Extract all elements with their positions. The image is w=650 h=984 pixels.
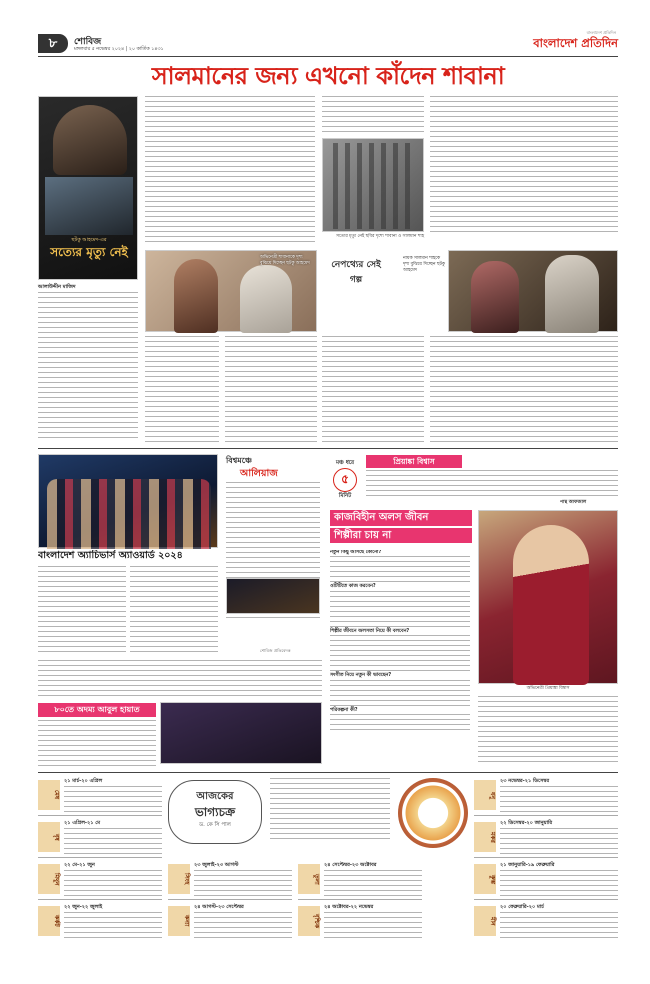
sign-text-aries — [64, 786, 162, 814]
shabana-caption: অভিনেত্রী শাবানাকে দৃশ্য বুঝিয়ে দিচ্ছেন ছটকু আহমেদ — [260, 255, 310, 266]
film-still-bars — [333, 143, 415, 229]
masthead-tagline: বাংলাদেশ প্রতিদিন — [586, 30, 616, 35]
priyanka-photo — [478, 510, 618, 684]
sign-label-virgo: কন্যা — [168, 906, 190, 936]
horoscope-author: ড. কে সি পাল — [199, 821, 231, 828]
horoscope-divider — [38, 772, 618, 773]
main-headline: সালমানের জন্য এখনো কাঁদেন শাবানা — [151, 62, 505, 90]
sign-label-libra: তুলা — [298, 864, 320, 894]
priyanka-headline-line2: শিল্পীরা চায় না — [330, 528, 472, 544]
photo-person-salman — [471, 261, 519, 333]
horoscope-title-line2: ভাগ্যচক্র — [194, 804, 236, 819]
sign-card-aries — [38, 776, 162, 816]
achievers-group-photo — [38, 454, 218, 548]
sign-label-aquarius: কুম্ভ — [474, 864, 496, 894]
qa-question: পরিকল্পনা কী? — [330, 707, 358, 713]
byline: আলাউদ্দীন মাজিদ — [38, 284, 76, 290]
qa-question: সংগীত নিয়ে নতুন কী ভাবছেন? — [330, 673, 392, 679]
sign-range-gemini: ২২ মে-২১ জুন — [64, 862, 95, 868]
abul-hayat-stage-photo — [160, 702, 322, 764]
page-number-badge: ৮ — [38, 34, 68, 53]
sign-card-sagittarius — [474, 776, 618, 816]
priyanka-qa-column — [330, 550, 470, 766]
qa-question: শিল্পীর জীবনে অলসতা নিয়ে কী বলবেন? — [330, 628, 410, 634]
sign-label-aries: মেষ — [38, 780, 60, 810]
achievers-title: বাংলাদেশ অ্যাচিভার্স অ্যাওয়ার্ড ২০২৪ — [38, 550, 183, 561]
world-stage-kicker: বিশ্বমঞ্চে — [226, 456, 252, 465]
sign-text-aquarius — [500, 870, 618, 898]
date-line: মঙ্গলবার ৫ নভেম্বর ২০২৪ | ২০ কার্তিক ১৪৩১ — [74, 47, 164, 52]
movie-poster — [38, 96, 138, 280]
priyanka-byline: পান্থ আফজাল — [560, 500, 587, 505]
sign-label-cancer: কর্কট — [38, 906, 60, 936]
salman-director-photo — [448, 250, 618, 332]
body-column-2 — [145, 96, 315, 244]
sign-text-taurus — [64, 828, 162, 856]
qa-question: নতুন কিছু আসছে কোনো? — [330, 550, 382, 555]
sign-card-scorpio — [298, 902, 422, 942]
sign-card-pisces — [474, 902, 618, 942]
body-column-6 — [225, 336, 317, 442]
inset-label-box — [326, 258, 386, 314]
sign-card-taurus — [38, 818, 162, 858]
horoscope-section — [38, 776, 618, 944]
poster-title: সত্যের মৃত্যু নেই — [50, 245, 128, 259]
world-stage-name: আলিয়াজ — [240, 468, 278, 479]
sign-label-taurus: বৃষ — [38, 822, 60, 852]
sign-range-pisces: ২০ ফেব্রুয়ারি-২০ মার্চ — [500, 904, 544, 910]
sign-text-scorpio — [324, 912, 422, 940]
zodiac-wheel-icon — [398, 778, 468, 848]
poster-figure-top — [53, 105, 127, 175]
film-still-caption: সত্যের মৃত্যু নেই ছবির দৃশ্যে শাবানা ও সালমান শাহ — [336, 234, 424, 239]
sign-range-libra: ২৪ সেপ্টেম্বর-২৩ অক্টোবর — [324, 862, 377, 868]
poster-title-small: ছটকু আহমেদ-এর — [71, 237, 107, 243]
priyanka-name-banner: প্রিয়াঙ্কা বিশ্বাস — [366, 455, 462, 468]
badge-bottom: মিনিট — [338, 493, 352, 500]
aliyaz-photo — [226, 578, 320, 614]
sign-range-taurus: ২১ এপ্রিল-২১ মে — [64, 820, 101, 826]
sign-range-scorpio: ২৪ অক্টোবর-২২ নভেম্বর — [324, 904, 374, 910]
achievers-col-2 — [130, 566, 218, 656]
abul-hayat-text — [38, 720, 156, 766]
sign-label-pisces: মীন — [474, 906, 496, 936]
sign-card-aquarius — [474, 860, 618, 900]
body-column-7 — [322, 336, 424, 442]
masthead-logo[interactable]: বাংলাদেশ প্রতিদিন — [533, 36, 618, 50]
qa-question: ওটিটিতে কাজ করবেন? — [330, 584, 376, 590]
qa-answer — [330, 714, 470, 734]
page-header — [38, 30, 618, 54]
body-column-8 — [430, 336, 618, 442]
sign-range-capricorn: ২২ ডিসেম্বর-২০ জানুয়ারি — [500, 820, 553, 826]
qa-answer — [330, 680, 470, 708]
film-still-photo — [322, 138, 424, 232]
sign-card-virgo — [168, 902, 292, 942]
sign-text-sagittarius — [500, 786, 618, 814]
body-column-4 — [430, 96, 618, 236]
sign-range-cancer: ২২ জুন-২২ জুলাই — [64, 904, 103, 910]
sign-text-cancer — [64, 912, 162, 940]
sign-text-leo — [194, 870, 292, 898]
world-stage-signoff: শোবিজ প্রতিবেদক — [260, 648, 291, 653]
achievers-col-1 — [38, 566, 126, 656]
sign-label-sagittarius: ধনু — [474, 780, 496, 810]
sign-card-leo — [168, 860, 292, 900]
header-rule — [38, 56, 618, 57]
section-divider — [38, 448, 618, 449]
sign-card-gemini — [38, 860, 162, 900]
poster-figure-mid — [45, 177, 133, 235]
body-column-5 — [145, 336, 219, 442]
horoscope-title-line1: আজকের — [196, 791, 234, 802]
sign-card-capricorn — [474, 818, 618, 858]
sign-label-capricorn: মকর — [474, 822, 496, 852]
section-label: শোবিজ — [74, 37, 102, 47]
priyanka-photo-caption: অভিনেত্রী প্রিয়াঙ্কা বিশ্বাস — [526, 686, 570, 691]
sign-label-leo: সিংহ — [168, 864, 190, 894]
sign-card-libra — [298, 860, 422, 900]
horoscope-title-box — [168, 780, 262, 844]
badge-top: মঞ্চ ধরে — [335, 460, 355, 466]
badge-number: ৫ — [333, 468, 357, 492]
sign-text-pisces — [500, 912, 618, 940]
photo-person-right — [240, 265, 292, 333]
inset-label: নেপথ্যের সেই গল্প — [331, 260, 381, 285]
priyanka-intro — [366, 470, 618, 500]
sign-range-leo: ২৩ জুলাই-২৩ আগস্ট — [194, 862, 239, 868]
sign-range-sagittarius: ২৩ নভেম্বর-২১ ডিসেম্বর — [500, 778, 550, 784]
priyanka-headline-line1: কাজবিহীন অলস জীবন — [330, 510, 472, 526]
sign-range-aries: ২১ মার্চ-২০ এপ্রিল — [64, 778, 103, 784]
priyanka-figure — [513, 525, 589, 685]
sign-card-cancer — [38, 902, 162, 942]
qa-answer — [330, 591, 470, 629]
sign-text-capricorn — [500, 828, 618, 856]
photo-person-left — [174, 259, 218, 333]
qa-answer — [330, 635, 470, 673]
salman-caption: নায়ক সালমান শাহকে দৃশ্য বুঝিয়ে দিচ্ছেন ছটকু আহমেদ — [403, 256, 445, 273]
sign-range-virgo: ২৪ আগস্ট-২৩ সেপ্টেম্বর — [194, 904, 244, 910]
sign-text-libra — [324, 870, 422, 898]
stage-badge — [327, 460, 363, 510]
sign-text-virgo — [194, 912, 292, 940]
abul-hayat-intro — [38, 660, 322, 700]
achievers-people — [47, 479, 211, 549]
abul-hayat-heading: ৮০তে অদম্য আবুল হায়াত — [38, 703, 156, 717]
sign-label-scorpio: বৃশ্চিক — [298, 906, 320, 936]
sign-range-aquarius: ২১ জানুয়ারি-১৯ ফেব্রুয়ারি — [500, 862, 555, 868]
sign-text-gemini — [64, 870, 162, 898]
photo-person-director — [545, 255, 599, 333]
body-column-1 — [38, 292, 138, 442]
priyanka-right-text — [478, 696, 618, 766]
priyanka-headline-box — [330, 510, 472, 546]
horoscope-intro — [270, 778, 390, 842]
body-column-3 — [322, 96, 424, 136]
sign-label-gemini: মিথুন — [38, 864, 60, 894]
qa-answer — [330, 556, 470, 584]
